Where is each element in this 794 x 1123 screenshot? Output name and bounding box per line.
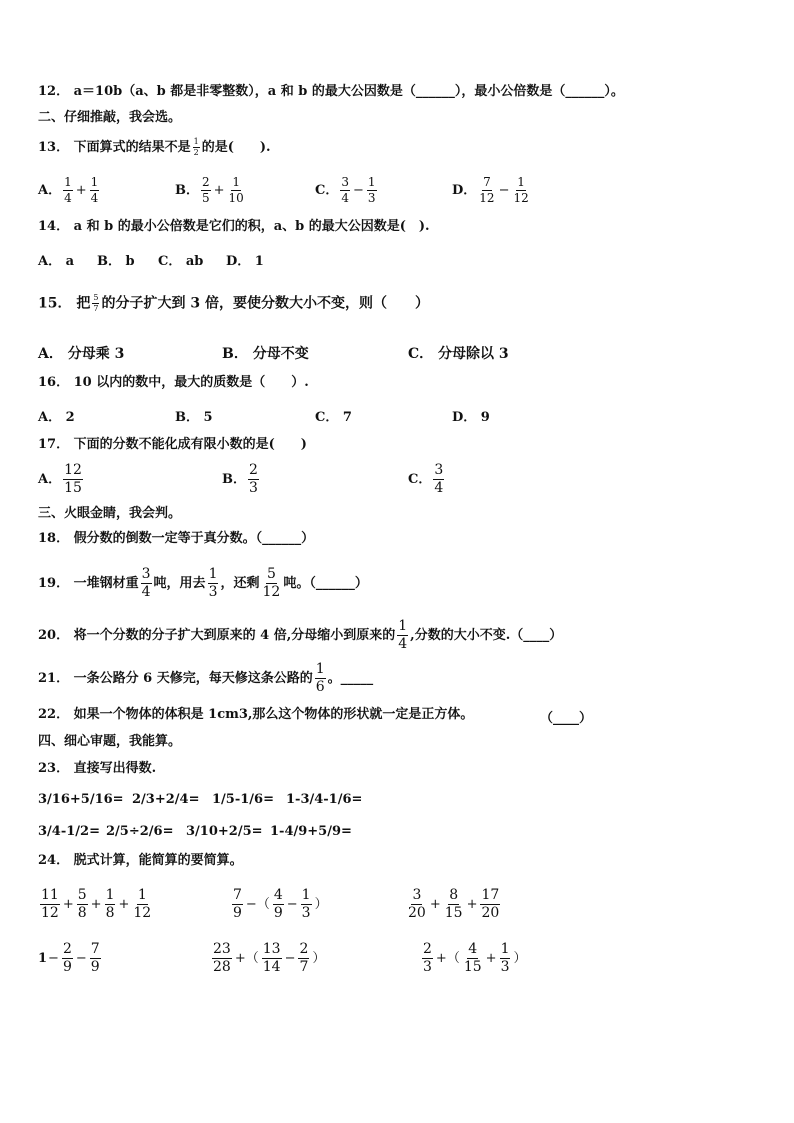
fraction: [105, 888, 116, 921]
fraction: [500, 942, 511, 975]
question-15-stem: [38, 294, 429, 313]
q22-paren-open: （: [540, 711, 554, 726]
frac-numerator: 1: [517, 175, 525, 189]
operator: +: [62, 897, 74, 912]
q12-blank-gcd[interactable]: ______: [415, 84, 455, 99]
q19-answer-blank[interactable]: ______: [315, 576, 355, 591]
q13-option-b[interactable]: [175, 176, 247, 205]
q21-text-a: 21． 一条公路分 6 天修完，每天修这条公路的: [38, 671, 313, 686]
fraction: [228, 176, 245, 205]
section-3-heading: 三、火眼金睛，我会判。: [38, 506, 182, 521]
operator: −: [48, 951, 59, 966]
q24-expression-4: [38, 942, 103, 975]
frac-denominator: 20: [408, 905, 426, 921]
frac-denominator: 3: [249, 480, 258, 496]
question-23-stem: 23． 直接写出得数.: [38, 761, 157, 776]
frac-numerator: 4: [273, 887, 283, 903]
question-18: [38, 531, 314, 547]
q19-text-end: ）: [354, 576, 368, 591]
q16-option-d[interactable]: D． 9: [452, 410, 490, 425]
q24-expression-5: [210, 942, 326, 975]
q24-expression-2: [230, 888, 329, 921]
q16-option-c[interactable]: C． 7: [315, 410, 352, 425]
operator: −: [75, 951, 87, 966]
frac-numerator: 4: [468, 941, 478, 957]
frac-denominator: 9: [90, 959, 100, 975]
fraction: [422, 942, 433, 975]
frac-denominator: 8: [105, 905, 115, 921]
frac-denominator: 14: [262, 959, 281, 975]
q15-option-b[interactable]: B． 分母不变: [222, 346, 309, 362]
fraction: [40, 888, 60, 921]
section-2-heading: 二、仔细推敲，我会选。: [38, 110, 182, 125]
frac-denominator: 6: [315, 679, 325, 695]
q19-text-a: 19． 一堆钢材重: [38, 576, 139, 591]
fraction: [63, 176, 73, 205]
frac-numerator: 5: [93, 293, 99, 302]
frac-numerator: 17: [481, 887, 500, 903]
frac-numerator: 1: [90, 175, 99, 189]
q15-stem-fraction: [92, 294, 99, 313]
frac-denominator: 12: [262, 584, 281, 600]
q20-answer-blank[interactable]: ____: [523, 628, 550, 643]
frac-denominator: 9: [233, 905, 242, 921]
frac-numerator: 13: [262, 941, 281, 957]
frac-numerator: 8: [449, 887, 459, 903]
q24-expression-1: [38, 888, 154, 921]
operator: −: [286, 897, 298, 912]
frac-numerator: 1: [137, 887, 147, 903]
frac-numerator: 3: [412, 887, 422, 903]
frac-denominator: 4: [434, 480, 444, 496]
frac-denominator: 4: [64, 191, 72, 205]
frac-numerator: 12: [64, 462, 82, 478]
q12-text-c: ）。: [604, 84, 624, 99]
fraction: [141, 567, 152, 600]
frac-numerator: 3: [434, 462, 444, 478]
frac-numerator: 2: [202, 175, 210, 189]
fraction: [340, 176, 350, 205]
option-label: C．: [408, 472, 432, 487]
operator: +: [213, 183, 225, 198]
section-4-heading: 四、细心审题，我能算。: [38, 734, 182, 749]
frac-denominator: 5: [202, 191, 210, 205]
operator: +（: [435, 951, 460, 966]
operator: ）: [314, 897, 328, 912]
frac-denominator: 8: [77, 905, 87, 921]
frac-denominator: 9: [273, 905, 283, 921]
fraction: [262, 942, 282, 975]
operator: ）: [312, 951, 326, 966]
operator: +: [485, 951, 497, 966]
q17-option-b[interactable]: [222, 463, 261, 496]
q13-stem-b: 的是( ).: [201, 140, 271, 155]
q20-text-b: ,分数的大小不变.（: [410, 628, 524, 643]
fraction: [512, 176, 529, 205]
q23-item: 1-4/9+5/9=: [270, 824, 352, 839]
frac-denominator: 3: [500, 959, 510, 975]
question-24-stem: 24． 脱式计算，能简算的要简算。: [38, 853, 243, 868]
question-12: [38, 84, 624, 100]
frac-numerator: 1: [500, 941, 510, 957]
frac-denominator: 9: [62, 959, 72, 975]
operator: −: [498, 183, 510, 198]
frac-denominator: 3: [301, 905, 311, 921]
q16-option-a[interactable]: A． 2: [38, 410, 75, 425]
operator: −（: [245, 897, 270, 912]
frac-numerator: 1: [64, 175, 72, 189]
fraction: [433, 463, 444, 496]
fraction: [212, 942, 232, 975]
q15-option-a[interactable]: A． 分母乘 3: [38, 346, 125, 362]
fraction: [63, 463, 83, 496]
q13-stem-a: 13． 下面算式的结果不是: [38, 140, 191, 155]
q20-text-end: ）: [549, 628, 563, 643]
q12-text-b: ），最小公倍数是（: [454, 84, 566, 99]
frac-denominator: 4: [341, 191, 349, 205]
frac-numerator: 7: [483, 175, 491, 189]
q17-option-c[interactable]: [408, 463, 446, 496]
question-22: [38, 707, 473, 723]
q22-text: 22． 如果一个物体的体积是 1cm3,那么这个物体的形状就一定是正方体。: [38, 707, 474, 722]
q19-text-b: 吨，用去: [153, 576, 206, 591]
frac-denominator: 4: [141, 584, 151, 600]
fraction: [407, 888, 427, 921]
q12-blank-lcm[interactable]: ______: [565, 84, 605, 99]
q12-text-a: 12． a＝10b（a、b 都是非零整数），a 和 b 的最大公因数是（: [38, 84, 416, 99]
q24-expression-3: [405, 888, 502, 921]
frac-denominator: 7: [299, 959, 309, 975]
question-19: [38, 567, 368, 600]
frac-numerator: 1: [105, 887, 115, 903]
frac-numerator: 7: [90, 941, 100, 957]
question-13-stem: [38, 138, 271, 157]
option-label: B．: [175, 183, 199, 198]
fraction: [90, 176, 100, 205]
frac-denominator: 2: [193, 148, 199, 157]
q13-stem-fraction: [193, 138, 200, 157]
q23-item: 1/5-1/6=: [212, 792, 274, 807]
frac-numerator: 1: [193, 137, 199, 146]
frac-numerator: 3: [341, 175, 349, 189]
q23-item: 2/3+2/4=: [132, 792, 200, 807]
q21-text-b: 。: [327, 671, 341, 686]
frac-denominator: 15: [463, 959, 482, 975]
q22-paren-close: ）: [579, 711, 593, 726]
option-label: A．: [38, 183, 62, 198]
q18-text: 18． 假分数的倒数一定等于真分数。（: [38, 531, 263, 546]
operator: −: [353, 183, 364, 198]
fraction: [478, 176, 495, 205]
q23-item: 3/10+2/5=: [186, 824, 263, 839]
frac-numerator: 5: [77, 887, 87, 903]
frac-numerator: 2: [299, 941, 309, 957]
question-20: [38, 619, 562, 652]
fraction: [315, 662, 326, 695]
fraction: [298, 942, 309, 975]
operator: ）: [513, 951, 527, 966]
whole-number: 1: [38, 951, 48, 966]
fraction: [132, 888, 152, 921]
frac-denominator: 4: [398, 636, 408, 652]
fraction: [62, 942, 73, 975]
q15-option-c[interactable]: C． 分母除以 3: [408, 346, 509, 362]
question-14-stem: 14． a 和 b 的最小公倍数是它们的积，a、b 的最大公因数是( ).: [38, 219, 430, 234]
fraction: [77, 888, 88, 921]
operator: +: [466, 897, 478, 912]
frac-numerator: 11: [41, 887, 59, 903]
operator: +: [75, 183, 87, 198]
q20-text-a: 20． 将一个分数的分子扩大到原来的 4 倍,分母缩小到原来的: [38, 628, 396, 643]
frac-numerator: 2: [249, 462, 258, 478]
frac-numerator: 1: [232, 175, 240, 189]
q23-item: 2/5÷2/6=: [106, 824, 174, 839]
frac-denominator: 4: [90, 191, 99, 205]
option-label: C．: [315, 183, 339, 198]
q21-answer-blank[interactable]: _____: [340, 671, 374, 686]
question-16-stem: 16． 10 以内的数中，最大的质数是（ ）.: [38, 375, 309, 390]
q23-item: 1-3/4-1/6=: [286, 792, 363, 807]
frac-denominator: 15: [64, 480, 82, 496]
operator: +: [429, 897, 441, 912]
q16-option-b[interactable]: B． 5: [175, 410, 213, 425]
frac-denominator: 12: [133, 905, 152, 921]
q14-option-d[interactable]: D． 1: [226, 254, 264, 269]
fraction: [208, 567, 219, 600]
q23-item: 3/4-1/2=: [38, 824, 100, 839]
fraction: [463, 942, 483, 975]
q15-stem-a: 15． 把: [38, 295, 91, 312]
fraction: [273, 888, 284, 921]
frac-numerator: 1: [301, 887, 311, 903]
frac-denominator: 12: [479, 191, 495, 205]
fraction: [301, 888, 312, 921]
q18-text-end: ）: [301, 531, 315, 546]
q22-answer: [540, 707, 592, 726]
option-label: A．: [38, 472, 62, 487]
q13-option-d[interactable]: [452, 176, 532, 205]
q15-stem-b: 的分子扩大到 3 倍，要使分数大小不变，则（ ）: [101, 295, 429, 312]
fraction: [480, 888, 500, 921]
q19-text-c: ，还剩: [220, 576, 260, 591]
q23-item: 3/16+5/16=: [38, 792, 124, 807]
operator: +: [118, 897, 130, 912]
q13-option-c[interactable]: [315, 176, 379, 205]
frac-numerator: 1: [398, 618, 408, 634]
frac-denominator: 3: [367, 191, 376, 205]
frac-denominator: 28: [213, 959, 231, 975]
frac-denominator: 10: [228, 191, 244, 205]
frac-numerator: 7: [233, 887, 242, 903]
q17-option-a[interactable]: [38, 463, 85, 496]
fraction: [444, 888, 464, 921]
q14-option-a[interactable]: A． a: [38, 254, 75, 269]
fraction: [201, 176, 211, 205]
frac-denominator: 12: [41, 905, 59, 921]
frac-numerator: 23: [213, 941, 231, 957]
q19-text-d: 吨。（: [283, 576, 316, 591]
frac-numerator: 2: [62, 941, 72, 957]
fraction: [232, 888, 243, 921]
frac-denominator: 15: [444, 905, 463, 921]
fraction: [90, 942, 101, 975]
frac-denominator: 20: [481, 905, 500, 921]
fraction: [262, 567, 282, 600]
frac-denominator: 7: [93, 304, 99, 313]
frac-numerator: 2: [423, 941, 432, 957]
frac-denominator: 3: [423, 959, 432, 975]
frac-numerator: 1: [208, 566, 218, 582]
frac-numerator: 3: [141, 566, 151, 582]
frac-denominator: 12: [513, 191, 529, 205]
question-17-stem: 17． 下面的分数不能化成有限小数的是( ): [38, 437, 307, 452]
q24-expression-6: [420, 942, 528, 975]
q14-option-b[interactable]: B． b: [97, 254, 135, 269]
q22-answer-blank[interactable]: ____: [553, 711, 580, 726]
operator: +（: [234, 951, 259, 966]
frac-denominator: 3: [208, 584, 218, 600]
q13-option-a[interactable]: [38, 176, 101, 205]
operator: +: [90, 897, 102, 912]
fraction: [248, 463, 259, 496]
fraction: [367, 176, 377, 205]
question-21: [38, 662, 373, 695]
q18-answer-blank[interactable]: ______: [262, 531, 302, 546]
operator: −: [284, 951, 296, 966]
option-label: B．: [222, 472, 246, 487]
frac-numerator: 1: [367, 175, 376, 189]
q14-option-c[interactable]: C． ab: [158, 254, 204, 269]
fraction: [397, 619, 408, 652]
frac-numerator: 5: [266, 566, 276, 582]
option-label: D．: [452, 183, 477, 198]
frac-numerator: 1: [315, 661, 325, 677]
